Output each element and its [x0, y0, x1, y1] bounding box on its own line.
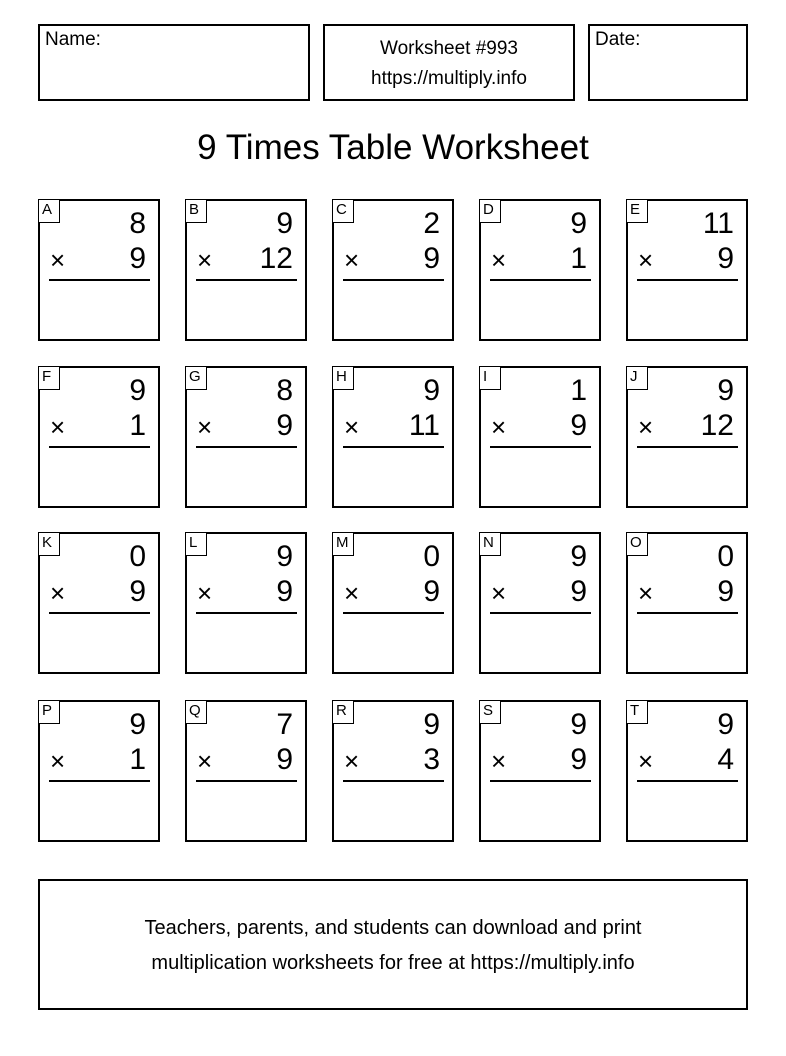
problem-card: [185, 199, 307, 341]
times-sign: ×: [197, 578, 213, 608]
answer-line: [637, 279, 738, 281]
multiplicand: 0: [423, 540, 440, 573]
problem-letter: R: [332, 700, 354, 724]
problem-card: [38, 199, 160, 341]
multiplier: 9: [717, 575, 734, 608]
problem-letter: H: [332, 366, 354, 390]
answer-line: [490, 612, 591, 614]
multiplier: 9: [570, 575, 587, 608]
multiplicand: 9: [276, 540, 293, 573]
answer-line: [196, 279, 297, 281]
problem-card: [626, 366, 748, 508]
multiplier: 9: [570, 409, 587, 442]
problem-letter: A: [38, 199, 60, 223]
answer-line: [343, 446, 444, 448]
multiplicand: 9: [423, 374, 440, 407]
problem-letter: E: [626, 199, 648, 223]
answer-line: [490, 446, 591, 448]
multiplicand: 1: [570, 374, 587, 407]
problem-card: [185, 700, 307, 842]
problem-letter: N: [479, 532, 501, 556]
problem-card: [332, 532, 454, 674]
times-sign: ×: [491, 578, 507, 608]
worksheet-number: Worksheet #993: [379, 38, 518, 59]
multiplier: 1: [129, 743, 146, 776]
times-sign: ×: [50, 578, 66, 608]
multiplier: 3: [423, 743, 440, 776]
footer-line-2: multiplication worksheets for free at https://multiply.info: [151, 952, 635, 974]
footer-box: [38, 879, 748, 1010]
multiplier: 4: [717, 743, 734, 776]
multiplicand: 0: [129, 540, 146, 573]
problem-card: [479, 199, 601, 341]
multiplier: 9: [276, 409, 293, 442]
times-sign: ×: [638, 746, 654, 776]
problem-letter: C: [332, 199, 354, 223]
multiplier: 12: [700, 409, 734, 442]
answer-line: [196, 780, 297, 782]
multiplier: 9: [423, 242, 440, 275]
problem-letter: S: [479, 700, 501, 724]
problem-card: [332, 700, 454, 842]
problem-card: [479, 532, 601, 674]
multiplier: 9: [276, 743, 293, 776]
times-sign: ×: [638, 245, 654, 275]
multiplicand: 9: [129, 708, 146, 741]
multiplicand: 9: [717, 708, 734, 741]
multiplier: 9: [276, 575, 293, 608]
multiplicand: 11: [702, 207, 734, 240]
problem-letter: I: [479, 366, 501, 390]
times-sign: ×: [197, 245, 213, 275]
problem-card: [479, 366, 601, 508]
multiplicand: 7: [276, 708, 293, 741]
problem-letter: J: [626, 366, 648, 390]
times-sign: ×: [344, 746, 360, 776]
problem-letter: T: [626, 700, 648, 724]
problem-card: [626, 700, 748, 842]
answer-line: [490, 780, 591, 782]
multiplier: 9: [717, 242, 734, 275]
times-sign: ×: [344, 245, 360, 275]
answer-line: [49, 780, 150, 782]
multiplicand: 0: [717, 540, 734, 573]
problem-letter: B: [185, 199, 207, 223]
answer-line: [343, 279, 444, 281]
problem-card: [38, 532, 160, 674]
times-sign: ×: [50, 245, 66, 275]
times-sign: ×: [638, 578, 654, 608]
times-sign: ×: [491, 245, 507, 275]
multiplicand: 9: [276, 207, 293, 240]
times-sign: ×: [491, 746, 507, 776]
answer-line: [637, 780, 738, 782]
problem-card: [626, 199, 748, 341]
multiplier: 1: [570, 242, 587, 275]
multiplicand: 9: [717, 374, 734, 407]
problem-card: [185, 532, 307, 674]
multiplier: 9: [129, 242, 146, 275]
problem-card: [479, 700, 601, 842]
multiplicand: 9: [129, 374, 146, 407]
problem-letter: P: [38, 700, 60, 724]
answer-line: [49, 612, 150, 614]
worksheet-url: https://multiply.info: [371, 68, 527, 89]
multiplier: 1: [129, 409, 146, 442]
footer-line-1: Teachers, parents, and students can download and print: [144, 917, 642, 939]
problem-letter: L: [185, 532, 207, 556]
multiplicand: 2: [423, 207, 440, 240]
times-sign: ×: [50, 746, 66, 776]
times-sign: ×: [638, 412, 654, 442]
problem-letter: Q: [185, 700, 207, 724]
answer-line: [637, 446, 738, 448]
times-sign: ×: [491, 412, 507, 442]
multiplier: 11: [408, 409, 440, 442]
multiplier: 9: [570, 743, 587, 776]
problem-card: [38, 700, 160, 842]
answer-line: [637, 612, 738, 614]
times-sign: ×: [197, 412, 213, 442]
multiplicand: 8: [129, 207, 146, 240]
problem-letter: G: [185, 366, 207, 390]
multiplicand: 9: [570, 708, 587, 741]
multiplicand: 9: [570, 540, 587, 573]
problem-letter: F: [38, 366, 60, 390]
answer-line: [49, 279, 150, 281]
problem-letter: D: [479, 199, 501, 223]
answer-line: [490, 279, 591, 281]
answer-line: [196, 446, 297, 448]
problem-card: [38, 366, 160, 508]
problem-card: [185, 366, 307, 508]
problem-card: [332, 199, 454, 341]
answer-line: [343, 612, 444, 614]
times-sign: ×: [197, 746, 213, 776]
times-sign: ×: [344, 412, 360, 442]
multiplicand: 9: [423, 708, 440, 741]
multiplicand: 9: [570, 207, 587, 240]
problem-letter: O: [626, 532, 648, 556]
multiplier: 9: [423, 575, 440, 608]
date-label: Date:: [595, 29, 641, 50]
page-title: 9 Times Table Worksheet: [197, 128, 589, 167]
answer-line: [49, 446, 150, 448]
problem-letter: K: [38, 532, 60, 556]
answer-line: [196, 612, 297, 614]
name-label: Name:: [45, 29, 101, 50]
times-sign: ×: [344, 578, 360, 608]
multiplier: 12: [259, 242, 293, 275]
problem-letter: M: [332, 532, 354, 556]
problem-card: [626, 532, 748, 674]
problem-card: [332, 366, 454, 508]
answer-line: [343, 780, 444, 782]
times-sign: ×: [50, 412, 66, 442]
multiplier: 9: [129, 575, 146, 608]
multiplicand: 8: [276, 374, 293, 407]
